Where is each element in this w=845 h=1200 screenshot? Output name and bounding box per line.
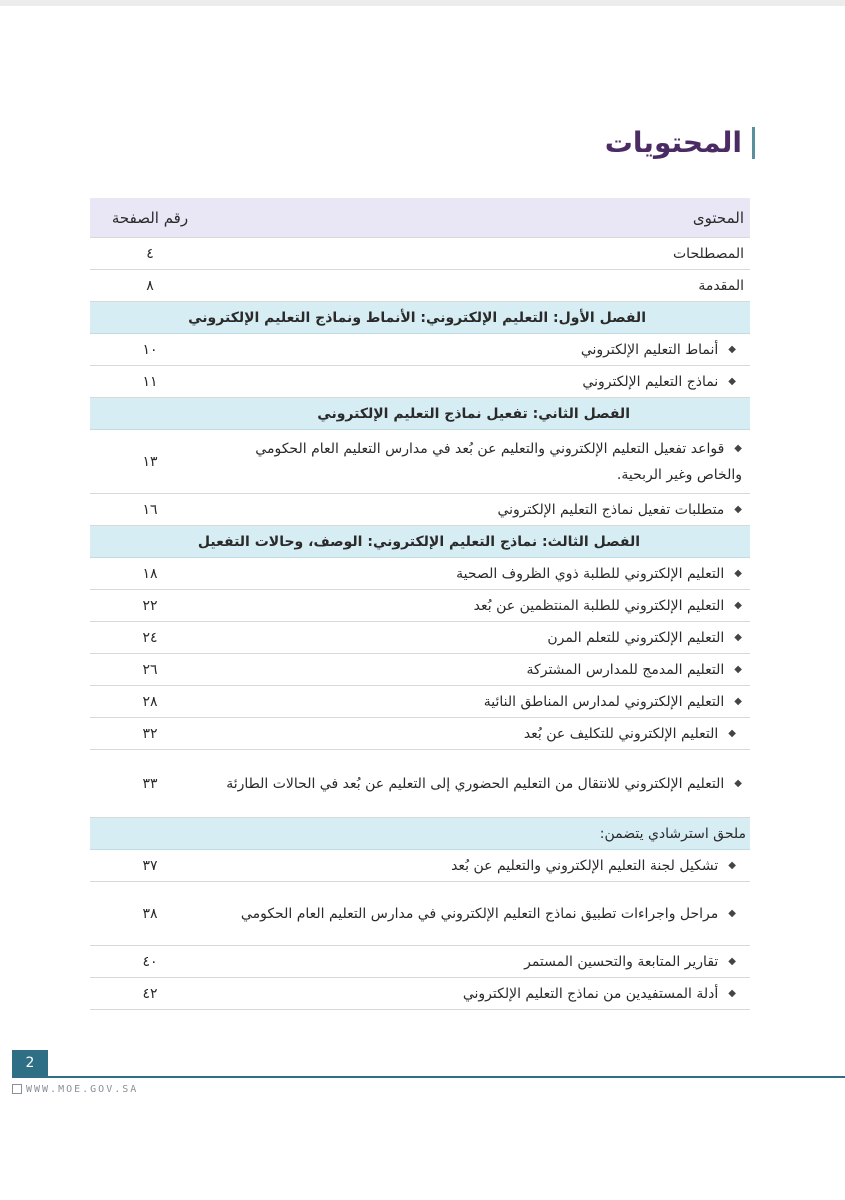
toc-entry-page: ٣٣: [142, 775, 158, 792]
bullet-icon: ◆: [728, 955, 736, 967]
toc-entry-page: ٢٢: [142, 597, 158, 614]
toc-entry-page: ٢٤: [142, 629, 158, 646]
footer-url[interactable]: [12, 1084, 138, 1095]
toc-entry-title: أنماط التعليم الإلكتروني: [580, 341, 719, 358]
toc-entry-title: أدلة المستفيدين من نماذج التعليم الإلكتروني: [462, 985, 719, 1002]
bullet-icon: ◆: [734, 442, 742, 454]
chapter-title: الفصل الأول: التعليم الإلكتروني: الأنماط ونماذج التعليم الإلكتروني: [188, 309, 646, 326]
toc-header-page: رقم الصفحة: [111, 208, 189, 227]
toc-entry-title: التعليم الإلكتروني لمدارس المناطق النائية: [483, 693, 725, 710]
toc-chapter-row: [90, 526, 750, 558]
top-strip: [0, 0, 845, 6]
chapter-title: الفصل الثالث: نماذج التعليم الإلكتروني: الوصف، وحالات التفعيل: [197, 533, 640, 550]
bullet-icon: ◆: [728, 859, 736, 871]
bullet-icon: ◆: [728, 987, 736, 999]
toc-row[interactable]: [90, 366, 750, 398]
toc-entry-page: ١٨: [142, 565, 158, 582]
bullet-icon: ◆: [734, 695, 742, 707]
toc-entry-title: تشكيل لجنة التعليم الإلكتروني والتعليم عن بُعد: [451, 857, 719, 874]
toc-chapter-row: [90, 302, 750, 334]
toc-row[interactable]: [90, 334, 750, 366]
toc-header-content: المحتوى: [692, 208, 744, 227]
toc-entry-page: ١١: [142, 373, 158, 390]
bullet-icon: ◆: [734, 567, 742, 579]
toc-appendix-row: [90, 818, 750, 850]
toc-entry-title: تقارير المتابعة والتحسين المستمر: [524, 953, 719, 970]
toc-entry-title: المصطلحات: [673, 245, 744, 262]
toc-entry-title: نماذج التعليم الإلكتروني: [582, 373, 719, 390]
toc-entry-page: ٣٧: [142, 857, 158, 874]
toc-entry-page: ٣٨: [142, 905, 158, 922]
toc-entry-page: ١٦: [142, 501, 158, 518]
toc-row[interactable]: [90, 750, 750, 818]
toc-entry-page: ٢٦: [142, 661, 158, 678]
toc-entry-page: ١٠: [142, 341, 158, 358]
toc-row[interactable]: [90, 622, 750, 654]
bullet-icon: ◆: [728, 343, 736, 355]
toc-entry-page: ٤: [146, 245, 154, 262]
toc-row[interactable]: [90, 946, 750, 978]
toc-row[interactable]: [90, 686, 750, 718]
toc-row[interactable]: [90, 978, 750, 1010]
toc-row[interactable]: [90, 494, 750, 526]
toc-entry-page: ٤٢: [142, 985, 158, 1002]
toc-entry-title: متطلبات تفعيل نماذج التعليم الإلكتروني: [497, 501, 725, 518]
bullet-icon: ◆: [728, 907, 736, 919]
toc-row[interactable]: [90, 558, 750, 590]
toc-entry-title: التعليم الإلكتروني للتعلم المرن: [547, 629, 725, 646]
footer-url-text: WWW.MOE.GOV.SA: [26, 1084, 139, 1095]
toc-entry-page: ٨: [146, 277, 154, 294]
page-title: المحتويات: [604, 126, 742, 159]
appendix-title: ملحق استرشادي يتضمن:: [599, 825, 746, 842]
toc-entry-title: المقدمة: [698, 277, 744, 294]
bullet-icon: ◆: [728, 727, 736, 739]
toc-entry-title: التعليم الإلكتروني للطلبة المنتظمين عن بُعد: [473, 597, 725, 614]
toc-entry-page: ٣٢: [142, 725, 158, 742]
toc-entry-title: التعليم المدمج للمدارس المشتركة: [526, 661, 725, 678]
toc-row[interactable]: [90, 718, 750, 750]
bullet-icon: ◆: [734, 777, 742, 789]
page-number-badge: 2: [12, 1050, 48, 1076]
toc-entry-title: التعليم الإلكتروني للتكليف عن بُعد: [523, 725, 719, 742]
toc-row[interactable]: [90, 270, 750, 302]
bullet-icon: ◆: [734, 631, 742, 643]
bullet-icon: ◆: [734, 663, 742, 675]
toc-entry-page: ٤٠: [142, 953, 158, 970]
toc-row[interactable]: [90, 850, 750, 882]
toc-entry-title: قواعد تفعيل التعليم الإلكتروني والتعليم عن بُعد في مدارس التعليم العام الحكومي والخاص وغير الربحية.: [255, 440, 742, 483]
chapter-title: الفصل الثاني: تفعيل نماذج التعليم الإلكتروني: [317, 405, 630, 422]
toc-row[interactable]: [90, 882, 750, 946]
page-heading: [605, 126, 755, 159]
toc-row[interactable]: [90, 238, 750, 270]
toc-chapter-row: [90, 398, 750, 430]
toc-entry-title: مراحل واجراءات تطبيق نماذج التعليم الإلكتروني في مدارس التعليم العام الحكومي: [240, 905, 719, 922]
toc-row[interactable]: [90, 430, 750, 494]
globe-icon: [12, 1084, 22, 1094]
toc-row[interactable]: [90, 590, 750, 622]
bullet-icon: ◆: [728, 375, 736, 387]
heading-accent-bar: [752, 127, 755, 159]
bullet-icon: ◆: [734, 503, 742, 515]
toc-header-row: [90, 198, 750, 238]
footer-divider: [12, 1076, 845, 1078]
table-of-contents: [90, 198, 750, 1010]
toc-row[interactable]: [90, 654, 750, 686]
bullet-icon: ◆: [734, 599, 742, 611]
toc-entry-title: التعليم الإلكتروني للانتقال من التعليم الحضوري إلى التعليم عن بُعد في الحالات الطارئة: [226, 775, 725, 792]
toc-entry-title: التعليم الإلكتروني للطلبة ذوي الظروف الصحية: [456, 565, 725, 582]
toc-entry-page: ٢٨: [142, 693, 158, 710]
toc-entry-page: ١٣: [142, 453, 158, 470]
